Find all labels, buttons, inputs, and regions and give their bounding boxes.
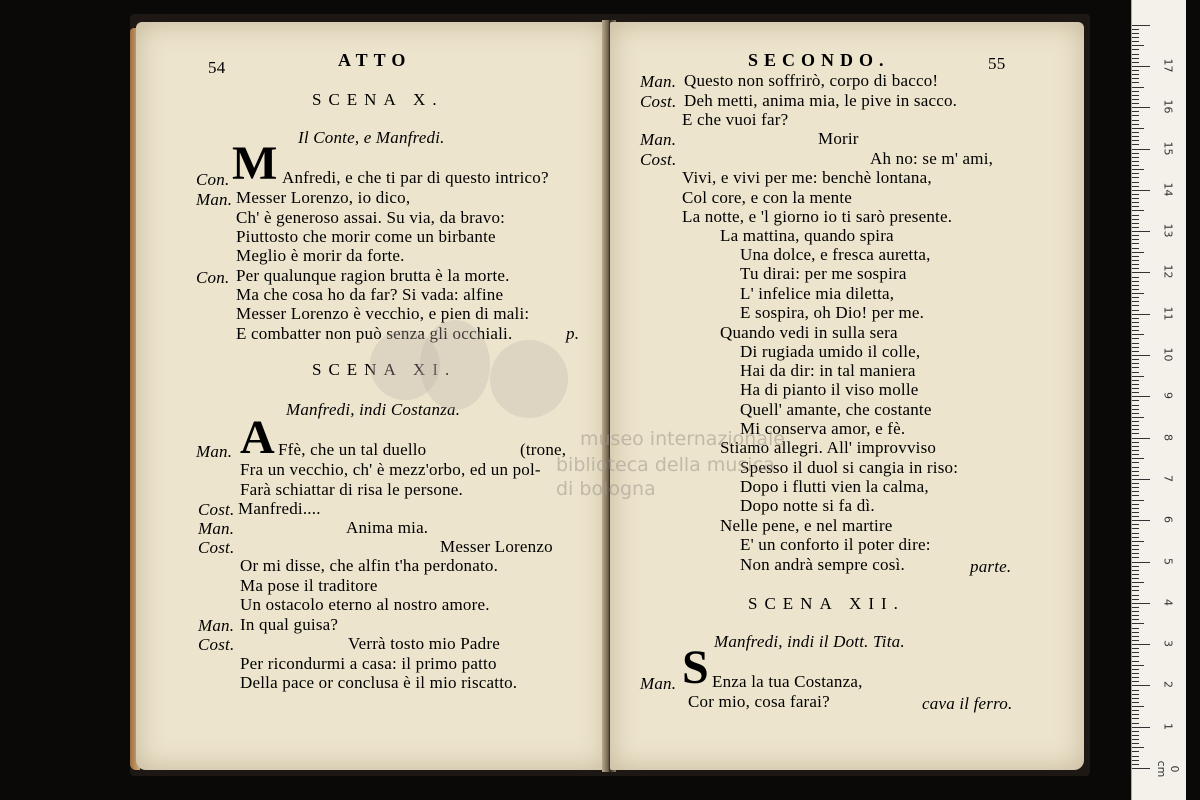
ruler-tick [1132, 194, 1139, 195]
ruler-tick [1132, 231, 1150, 232]
drop-cap: S [682, 641, 709, 694]
ruler-tick [1132, 363, 1139, 364]
ruler-tick [1132, 405, 1139, 406]
ruler-tick [1132, 256, 1139, 257]
ruler-tick [1132, 281, 1139, 282]
verse-line: E' un conforto il poter dire: [740, 535, 931, 554]
ruler-tick [1132, 665, 1144, 666]
ruler-tick [1132, 640, 1139, 641]
ruler-tick [1132, 483, 1139, 484]
ruler-tick [1132, 462, 1139, 463]
ruler-tick [1132, 479, 1150, 480]
ruler-tick [1132, 87, 1144, 88]
ruler-tick [1132, 628, 1139, 629]
ruler-tick [1132, 553, 1139, 554]
ruler-tick [1132, 433, 1139, 434]
page-number-right: 55 [988, 54, 1006, 73]
ruler-tick [1132, 508, 1139, 509]
speaker-label: Cost. [198, 635, 235, 654]
ruler-tick [1132, 429, 1139, 430]
ruler-tick [1132, 107, 1150, 108]
ruler-tick [1132, 421, 1139, 422]
ruler-tick [1132, 198, 1139, 199]
ruler-tick [1132, 582, 1144, 583]
ruler-tick [1132, 607, 1139, 608]
verse-line: Meglio è morir da forte. [236, 246, 405, 265]
ruler-tick [1132, 751, 1139, 752]
verse-line: Di rugiada umido il colle, [740, 342, 921, 361]
ruler-tick [1132, 677, 1139, 678]
page-number-left: 54 [208, 58, 226, 77]
ruler-number: 16 [1161, 99, 1175, 114]
ruler-tick [1132, 111, 1139, 112]
ruler-tick [1132, 120, 1139, 121]
ruler-tick [1132, 586, 1139, 587]
verse-line: Spesso il duol si cangia in riso: [740, 458, 959, 477]
verse-line: Deh metti, anima mia, le pive in sacco. [684, 91, 958, 110]
ruler-tick [1132, 723, 1139, 724]
ruler-tick [1132, 285, 1139, 286]
ruler-tick [1132, 718, 1139, 719]
ruler-tick [1132, 595, 1139, 596]
ruler-tick [1132, 58, 1139, 59]
ruler-tick [1132, 574, 1139, 575]
verse-line: Ch' è generoso assai. Su via, da bravo: [236, 208, 506, 227]
ruler-tick [1132, 115, 1139, 116]
verse-line: Nelle pene, e nel martire [720, 516, 893, 535]
ruler-number: 6 [1161, 516, 1175, 524]
ruler-tick [1132, 764, 1139, 765]
stage-direction: parte. [970, 557, 1012, 576]
verse-line: Messer Lorenzo, io dico, [236, 188, 411, 207]
ruler-number: 1 [1161, 722, 1175, 730]
drop-cap: M [232, 137, 278, 190]
ruler-tick [1132, 467, 1139, 468]
ruler-tick [1132, 549, 1139, 550]
ruler-tick [1132, 603, 1150, 604]
speaker-label: Man. [196, 442, 233, 461]
speaker-label: Man. [640, 72, 677, 91]
ruler-tick [1132, 338, 1139, 339]
ruler-tick [1132, 136, 1139, 137]
ruler-tick [1132, 516, 1139, 517]
ruler-tick [1132, 570, 1139, 571]
ruler-number: 11 [1161, 306, 1175, 321]
stage-direction: p. [566, 324, 580, 343]
ruler-tick [1132, 458, 1144, 459]
verse-line: Una dolce, e fresca auretta, [740, 245, 931, 264]
verse-line: Hai da dir: in tal maniera [740, 361, 916, 380]
ruler-tick [1132, 161, 1139, 162]
ruler-tick [1132, 66, 1150, 67]
ruler-tick [1132, 243, 1139, 244]
ruler-tick [1132, 545, 1139, 546]
ruler-tick [1132, 661, 1139, 662]
ruler-tick [1132, 760, 1139, 761]
ruler-tick [1132, 239, 1139, 240]
verse-line: Manfredi.... [238, 499, 321, 518]
ruler-tick [1132, 293, 1144, 294]
ruler-tick [1132, 702, 1139, 703]
ruler-tick [1132, 124, 1139, 125]
watermark-text: di bologna [556, 478, 656, 500]
watermark-text: biblioteca della musica [556, 454, 775, 476]
speaker-label: Con. [196, 170, 230, 189]
ruler-tick [1132, 173, 1139, 174]
verse-overflow: (trone, [520, 440, 567, 459]
ruler-tick [1132, 318, 1139, 319]
verse-line: La notte, e 'l giorno io ti sarò presente. [682, 207, 953, 226]
ruler-tick [1132, 632, 1139, 633]
ruler-tick [1132, 45, 1144, 46]
speaker-label: Cost. [198, 500, 235, 519]
running-title-left: ATTO [338, 50, 412, 70]
ruler-tick [1132, 442, 1139, 443]
watermark-text: museo internazionale [580, 428, 785, 450]
verse-line: Per ricondurmi a casa: il primo patto [240, 654, 497, 673]
scene-characters: Manfredi, indi il Dott. Tita. [714, 632, 905, 651]
ruler-tick [1132, 454, 1139, 455]
ruler-tick [1132, 144, 1139, 145]
speaker-label: Man. [640, 130, 677, 149]
verse-line: Ma che cosa ho da far? Si vada: alfine [236, 285, 504, 304]
ruler-tick [1132, 272, 1150, 273]
verse-line: E combatter non può senza gli occhiali. [236, 324, 513, 343]
ruler-tick [1132, 54, 1139, 55]
ruler-number: 8 [1161, 433, 1175, 441]
ruler-number: 4 [1161, 598, 1175, 606]
stage-direction: cava il ferro. [922, 694, 1013, 713]
ruler-tick [1132, 70, 1139, 71]
ruler-tick [1132, 260, 1139, 261]
ruler-tick [1132, 599, 1139, 600]
verse-line: Morir [818, 129, 859, 148]
ruler-tick [1132, 487, 1139, 488]
ruler-tick [1132, 656, 1139, 657]
ruler-tick [1132, 562, 1150, 563]
ruler-tick [1132, 392, 1139, 393]
ruler-tick [1132, 215, 1139, 216]
speaker-label: Man. [198, 519, 235, 538]
speaker-label: Man. [640, 674, 677, 693]
ruler-tick [1132, 132, 1139, 133]
ruler-tick [1132, 500, 1144, 501]
speaker-label: Cost. [640, 92, 677, 111]
ruler-number: 12 [1161, 264, 1175, 279]
verse-line: Mi conserva amor, e fè. [740, 419, 906, 438]
verse-line: Piuttosto che morir come un birbante [236, 227, 496, 246]
ruler-number: 15 [1161, 141, 1175, 155]
ruler-tick [1132, 438, 1150, 439]
ruler-tick [1132, 619, 1139, 620]
ruler-tick [1132, 533, 1139, 534]
verse-line: Anfredi, e che ti par di questo intrico? [282, 168, 549, 187]
ruler-tick [1132, 301, 1139, 302]
ruler-tick [1132, 190, 1150, 191]
ruler-tick [1132, 219, 1139, 220]
ruler-tick [1132, 29, 1139, 30]
measurement-ruler [1131, 0, 1186, 800]
ruler-tick [1132, 685, 1150, 686]
ruler-tick [1132, 743, 1139, 744]
ruler-tick [1132, 590, 1139, 591]
ruler-number: 9 [1161, 392, 1175, 400]
ruler-number: 13 [1161, 223, 1175, 238]
ruler-tick [1132, 727, 1150, 728]
ruler-tick [1132, 706, 1144, 707]
speaker-label: Man. [196, 190, 233, 209]
ruler-tick [1132, 95, 1139, 96]
ruler-tick [1132, 289, 1139, 290]
verse-line: Stiamo allegri. All' improvviso [720, 438, 937, 457]
verse-line: Or mi disse, che alfin t'ha perdonato. [240, 556, 499, 575]
ruler-number: 14 [1161, 182, 1175, 197]
ruler-tick [1132, 103, 1139, 104]
verse-line: Fra un vecchio, ch' è mezz'orbo, ed un pol- [240, 460, 541, 479]
verse-line: Dopo i flutti vien la calma, [740, 477, 929, 496]
speaker-label: Cost. [640, 150, 677, 169]
ruler-tick [1132, 49, 1139, 50]
ruler-tick [1132, 297, 1139, 298]
ruler-tick [1132, 268, 1139, 269]
verse-line: Vivi, e vivi per me: benchè lontana, [682, 168, 932, 187]
ruler-tick [1132, 694, 1139, 695]
ruler-tick [1132, 520, 1150, 521]
ruler-tick [1132, 210, 1144, 211]
ruler-tick [1132, 669, 1139, 670]
verse-line: Quando vedi in sulla sera [720, 323, 898, 342]
verse-line: Non andrà sempre così. [740, 555, 905, 574]
ruler-number: 5 [1161, 557, 1175, 565]
ruler-tick [1132, 343, 1139, 344]
ruler-tick [1132, 400, 1139, 401]
ruler-tick [1132, 756, 1139, 757]
verse-line: Enza la tua Costanza, [712, 672, 863, 691]
verse-line: E sospira, oh Dio! per me. [740, 303, 925, 322]
ruler-tick [1132, 710, 1139, 711]
verse-line: Quell' amante, che costante [740, 400, 932, 419]
ruler-number: 17 [1161, 58, 1175, 73]
ruler-tick [1132, 495, 1139, 496]
ruler-tick [1132, 347, 1139, 348]
ruler-tick [1132, 524, 1139, 525]
ruler-tick [1132, 157, 1139, 158]
ruler-tick [1132, 326, 1139, 327]
ruler-tick [1132, 310, 1139, 311]
ruler-tick [1132, 512, 1139, 513]
ruler-tick [1132, 153, 1139, 154]
ruler-tick [1132, 380, 1139, 381]
ruler-tick [1132, 128, 1144, 129]
verse-line: Ma pose il traditore [240, 576, 378, 595]
ruler-tick [1132, 25, 1150, 26]
ruler-tick [1132, 425, 1139, 426]
ruler-tick [1132, 169, 1144, 170]
speaker-label: Man. [198, 616, 235, 635]
ruler-tick [1132, 252, 1144, 253]
ruler-tick [1132, 351, 1139, 352]
ruler-tick [1132, 413, 1139, 414]
ruler-tick [1132, 681, 1139, 682]
ruler-tick [1132, 471, 1139, 472]
ruler-tick [1132, 355, 1150, 356]
ruler-tick [1132, 690, 1139, 691]
verse-line: Col core, e con la mente [682, 188, 853, 207]
ruler-tick [1132, 235, 1139, 236]
ruler-tick [1132, 314, 1150, 315]
drop-cap: A [240, 411, 275, 464]
ruler-tick [1132, 384, 1139, 385]
ruler-tick [1132, 82, 1139, 83]
verse-line: In qual guisa? [240, 615, 339, 634]
verse-line: Messer Lorenzo [440, 537, 553, 556]
verse-line: L' infelice mia diletta, [740, 284, 895, 303]
ruler-tick [1132, 305, 1139, 306]
verse-line: Ah no: se m' ami, [870, 149, 994, 168]
speaker-label: Con. [196, 268, 230, 287]
ruler-tick [1132, 491, 1139, 492]
ruler-tick [1132, 739, 1139, 740]
scene-characters: Il Conte, e Manfredi. [298, 128, 445, 147]
ruler-tick [1132, 388, 1139, 389]
verse-line: Dopo notte si fa dì. [740, 496, 875, 515]
ruler-tick [1132, 367, 1139, 368]
ruler-tick [1132, 359, 1139, 360]
ruler-tick [1132, 99, 1139, 100]
ruler-tick [1132, 537, 1139, 538]
verse-line: Messer Lorenzo è vecchio, e pien di mali: [236, 304, 530, 323]
verse-line: Verrà tosto mio Padre [348, 634, 500, 653]
ruler-tick [1132, 376, 1144, 377]
ruler-tick [1132, 149, 1150, 150]
ruler-tick [1132, 615, 1139, 616]
verse-line: Anima mia. [346, 518, 429, 537]
speaker-label: Cost. [198, 538, 235, 557]
ruler-tick [1132, 623, 1144, 624]
ruler-tick [1132, 735, 1139, 736]
ruler-tick [1132, 417, 1144, 418]
verse-line: Farà schiattar di risa le persone. [240, 480, 463, 499]
ruler-tick [1132, 409, 1139, 410]
ruler-tick [1132, 62, 1139, 63]
ruler-tick [1132, 528, 1139, 529]
scene-characters: Manfredi, indi Costanza. [286, 400, 461, 419]
verse-line: Della pace or conclusa è il mio riscatto. [240, 673, 518, 692]
ruler-tick [1132, 165, 1139, 166]
ruler-tick [1132, 475, 1139, 476]
ruler-tick [1132, 227, 1139, 228]
ruler-tick [1132, 396, 1150, 397]
verse-line: Ffè, che un tal duello [278, 440, 427, 459]
verse-line: Per qualunque ragion brutta è la morte. [236, 266, 510, 285]
ruler-tick [1132, 37, 1139, 38]
verse-line: Cor mio, cosa farai? [688, 692, 830, 711]
verse-line: Tu dirai: per me sospira [740, 264, 907, 283]
ruler-tick [1132, 698, 1139, 699]
ruler-tick [1132, 372, 1139, 373]
ruler-tick [1132, 747, 1144, 748]
ruler-tick [1132, 140, 1139, 141]
ruler-tick [1132, 578, 1139, 579]
verse-line: Ha di pianto il viso molle [740, 380, 919, 399]
ruler-tick [1132, 731, 1139, 732]
ruler-tick [1132, 78, 1139, 79]
ruler-tick [1132, 611, 1139, 612]
ruler-tick [1132, 41, 1139, 42]
ruler-tick [1132, 277, 1139, 278]
ruler-tick [1132, 186, 1139, 187]
ruler-number: 10 [1161, 347, 1175, 362]
ruler-tick [1132, 450, 1139, 451]
ruler-number: 7 [1161, 474, 1175, 482]
ruler-tick [1132, 264, 1139, 265]
ruler-tick [1132, 541, 1144, 542]
ruler-tick [1132, 330, 1139, 331]
ruler-tick [1132, 557, 1139, 558]
verse-line: Un ostacolo eterno al nostro amore. [240, 595, 490, 614]
scene-title: SCENA XII. [748, 594, 905, 613]
ruler-tick [1132, 504, 1139, 505]
ruler-tick [1132, 334, 1144, 335]
ruler-tick [1132, 223, 1139, 224]
ruler-unit-label: 0 cm [1155, 760, 1181, 778]
scene-title: SCENA X. [312, 90, 444, 109]
verse-line: E che vuoi far? [682, 110, 789, 129]
ruler-tick [1132, 446, 1139, 447]
scene-title: SCENA XI. [312, 360, 457, 379]
ruler-tick [1132, 177, 1139, 178]
ruler-tick [1132, 652, 1139, 653]
ruler-tick [1132, 322, 1139, 323]
ruler-number: 2 [1161, 681, 1175, 689]
ruler-tick [1132, 644, 1150, 645]
ruler-tick [1132, 636, 1139, 637]
ruler-tick [1132, 202, 1139, 203]
ruler-tick [1132, 566, 1139, 567]
running-title-right: SECONDO. [748, 50, 890, 70]
ruler-tick [1132, 33, 1139, 34]
ruler-number: 3 [1161, 640, 1175, 648]
ruler-tick [1132, 673, 1139, 674]
ruler-tick [1132, 182, 1139, 183]
ruler-tick [1132, 74, 1139, 75]
verse-line: La mattina, quando spira [720, 226, 894, 245]
ruler-tick [1132, 768, 1150, 769]
ruler-tick [1132, 206, 1139, 207]
ruler-tick [1132, 714, 1139, 715]
ruler-tick [1132, 648, 1139, 649]
verse-line: Questo non soffrirò, corpo di bacco! [684, 71, 939, 90]
ruler-tick [1132, 248, 1139, 249]
ruler-tick [1132, 91, 1139, 92]
